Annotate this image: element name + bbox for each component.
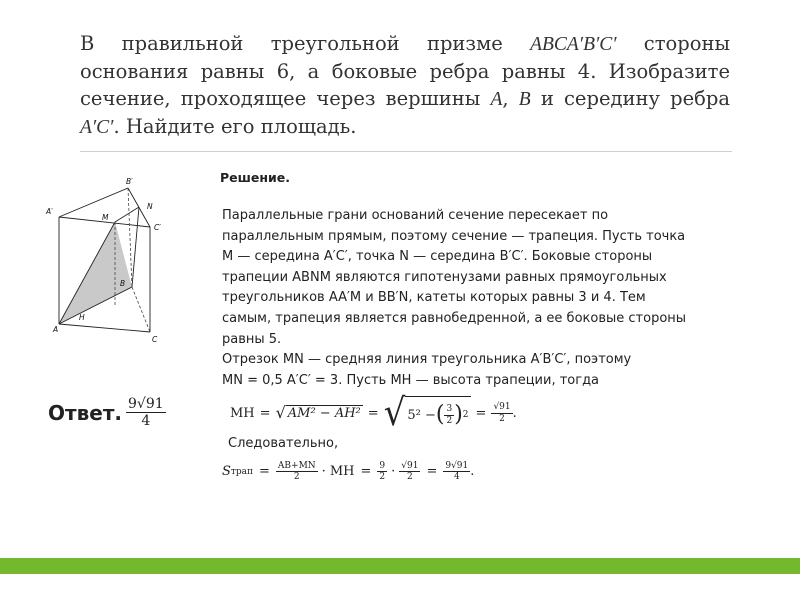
fraction-denominator: 2 xyxy=(293,472,300,483)
label-b1: B′ xyxy=(126,177,133,186)
area-symbol: S xyxy=(222,464,231,480)
footer-band xyxy=(0,558,800,574)
problem-text: , xyxy=(502,87,519,110)
edge-mn xyxy=(115,207,139,222)
sqrt-expression: √ 5² − ( $\frac{3}{2}$ ) 2 xyxy=(383,391,469,435)
solution-line: M — середина A′C′, точка N — середина B′C′. Боковые стороны xyxy=(222,249,653,265)
edge-ac xyxy=(59,324,150,332)
equals-sign: = xyxy=(367,405,379,421)
formula-area xyxy=(222,461,474,483)
mh-term: MH xyxy=(329,464,355,480)
formula-mh xyxy=(230,391,517,435)
fraction xyxy=(399,461,420,483)
consequently-text: Следовательно, xyxy=(228,436,339,451)
problem-text: стороны основания равны 6, а боковые ребра равны 4. Изобразите сечение, проходящее через вершины xyxy=(80,32,730,110)
result-fraction xyxy=(491,402,512,424)
solution-line: трапеции ABNM являются гипотенузами равных прямоугольных xyxy=(222,269,667,285)
equals-sign: = xyxy=(259,405,271,421)
prism-diagram xyxy=(40,172,190,352)
area-subscript: трап xyxy=(230,466,254,477)
answer-denominator: 4 xyxy=(141,413,151,430)
sqrt-content: 5² − xyxy=(407,407,436,423)
period: . xyxy=(512,405,517,421)
solution-line: треугольников AA′M и BB′N, катеты которых равны 3 и 4. Тем xyxy=(222,290,646,306)
edge-bb1 xyxy=(128,188,132,287)
equals-sign: = xyxy=(475,405,487,421)
sqrt-content: AM² − AH² xyxy=(287,406,361,421)
problem-statement xyxy=(80,30,730,141)
fraction-numerator: 9√91 xyxy=(445,461,469,471)
label-n: N xyxy=(147,202,153,211)
problem-text: В правильной треугольной призме xyxy=(80,32,531,55)
solution-line: самым, трапеция является равнобедренной, а ее боковые стороны xyxy=(222,310,687,326)
period: . xyxy=(470,464,475,480)
fraction-denominator: 2 xyxy=(499,413,505,424)
sqrt-expression: √ AM² − AH² xyxy=(275,403,361,422)
solution-line: параллельным прямым, поэтому сечение — трапеция. Пусть точка xyxy=(222,228,686,244)
fraction-denominator: 2 xyxy=(379,472,386,483)
edge-a1b1 xyxy=(59,188,128,217)
formula-lhs: MH xyxy=(230,405,255,421)
fraction-numerator: 3 xyxy=(446,404,453,415)
fraction-denominator: 2 xyxy=(446,415,453,426)
vertex-b: B xyxy=(518,89,531,110)
vertex-a: A xyxy=(490,89,503,110)
label-c1: C′ xyxy=(154,223,161,232)
equals-sign: = xyxy=(426,464,438,480)
solution-line: Параллельные грани оснований сечение пересекает по xyxy=(222,208,609,223)
edge-name: A′C′ xyxy=(80,117,114,138)
multiply-dot: · xyxy=(321,464,326,480)
fraction-denominator: 4 xyxy=(453,472,460,483)
fraction xyxy=(377,461,387,483)
fraction-numerator: √91 xyxy=(401,461,419,471)
fraction-numerator: √91 xyxy=(493,402,511,413)
edge-bc xyxy=(132,287,150,332)
problem-text: . Найдите его площадь. xyxy=(113,115,357,138)
solution-line: равны 5. xyxy=(222,331,282,347)
fraction-numerator: AB+MN xyxy=(277,461,316,471)
answer-label: Ответ. xyxy=(48,400,123,425)
label-c: C xyxy=(152,335,158,344)
prism-figure xyxy=(40,172,190,352)
divider xyxy=(80,151,732,152)
solution-heading: Решение. xyxy=(220,170,291,185)
fraction xyxy=(276,461,318,483)
label-m: M xyxy=(102,213,109,222)
exponent: 2 xyxy=(462,410,469,420)
label-a: A xyxy=(53,325,59,334)
fraction xyxy=(444,404,454,426)
equals-sign: = xyxy=(360,464,372,480)
section-fill xyxy=(59,222,132,324)
solution-line: Отрезок MN — средняя линия треугольника A′B′C′, поэтому xyxy=(222,352,632,368)
label-a1: A′ xyxy=(46,207,53,216)
multiply-dot: · xyxy=(391,464,396,480)
fraction-numerator: 9 xyxy=(379,461,386,471)
edge-bn xyxy=(132,207,139,287)
label-b: B xyxy=(120,279,126,288)
answer-fraction xyxy=(126,396,166,429)
fraction xyxy=(443,461,470,483)
answer-numerator: 9√91 xyxy=(128,396,164,412)
problem-text: и середину ребра xyxy=(530,87,730,110)
solution-text xyxy=(222,206,772,391)
solution-line: MN = 0,5 A′C′ = 3. Пусть MH — высота трапеции, тогда xyxy=(222,372,600,388)
fraction-denominator: 2 xyxy=(406,472,413,483)
equals-sign: = xyxy=(259,464,270,480)
prism-name: ABCA′B′C′ xyxy=(530,34,617,55)
answer xyxy=(48,396,166,429)
label-h: H xyxy=(79,313,85,322)
